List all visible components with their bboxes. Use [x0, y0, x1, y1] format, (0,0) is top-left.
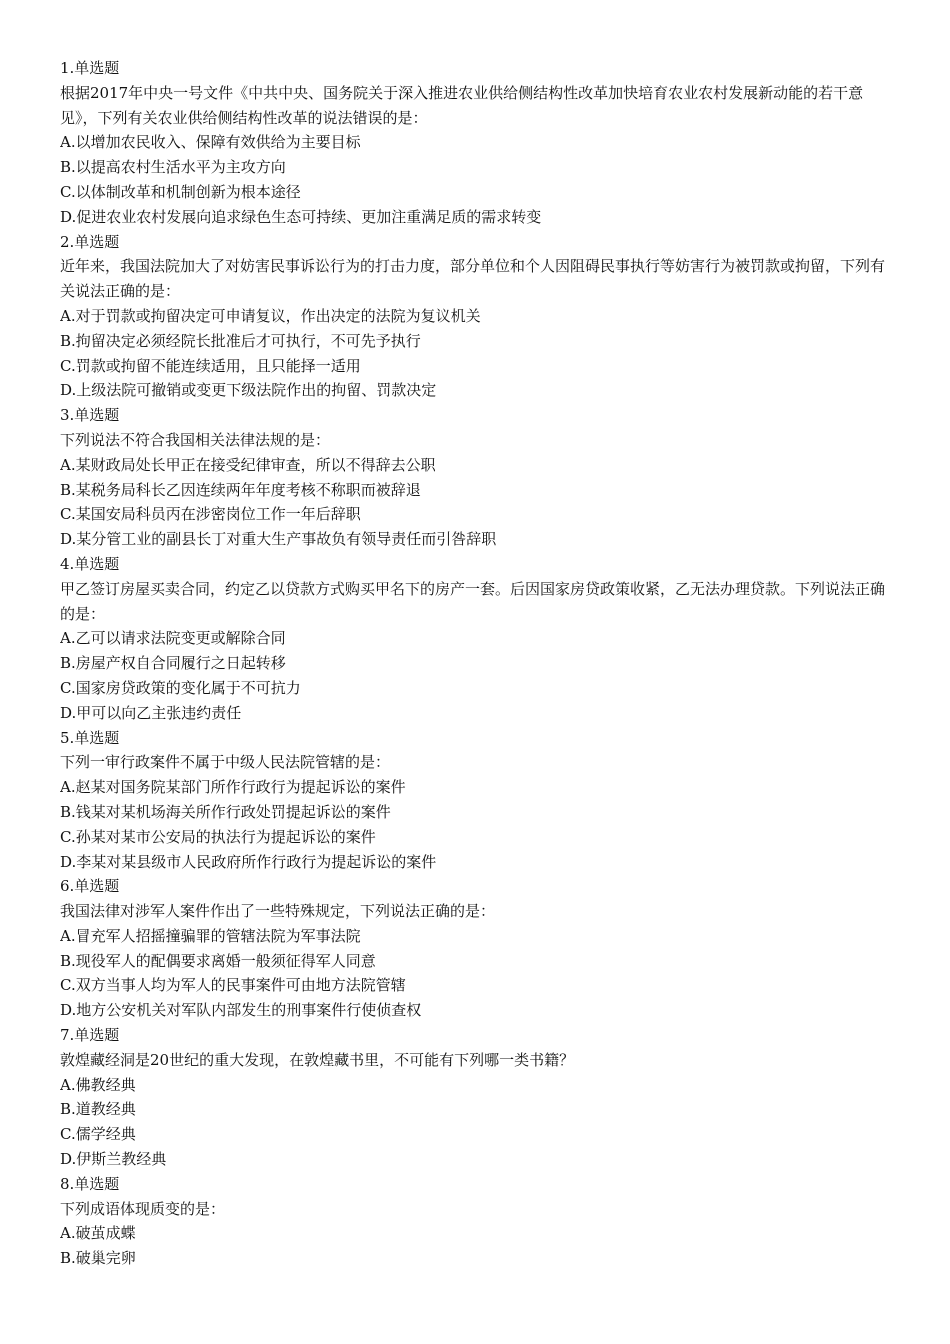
question-header: 6.单选题 — [60, 877, 120, 896]
question-6 — [60, 874, 890, 1023]
question-stem: 下列成语体现质变的是： — [60, 1199, 226, 1218]
option-d: D.李某对某县级市人民政府所作行政行为提起诉讼的案件 — [60, 852, 437, 871]
option-d: D.上级法院可撤销或变更下级法院作出的拘留、罚款决定 — [60, 381, 437, 400]
option-b: B.钱某对某机场海关所作行政处罚提起诉讼的案件 — [60, 802, 391, 821]
option-c: C.双方当事人均为军人的民事案件可由地方法院管辖 — [60, 976, 406, 995]
option-b: B.以提高农村生活水平为主攻方向 — [60, 158, 286, 177]
question-7 — [60, 1023, 890, 1172]
question-stem: 下列说法不符合我国相关法律法规的是： — [60, 430, 331, 449]
question-stem: 敦煌藏经洞是20世纪的重大发现，在敦煌藏书里，不可能有下列哪一类书籍？ — [60, 1050, 575, 1069]
option-d: D.地方公安机关对军队内部发生的刑事案件行使侦查权 — [60, 1001, 422, 1020]
option-d: D.促进农业农村发展向追求绿色生态可持续、更加注重满足质的需求转变 — [60, 207, 542, 226]
question-stem: 我国法律对涉军人案件作出了一些特殊规定，下列说法正确的是： — [60, 902, 496, 921]
question-stem: 近年来，我国法院加大了对妨害民事诉讼行为的打击力度，部分单位和个人因阻碍民事执行等妨害行为被罚款或拘留，下列有关说法正确的是： — [60, 257, 886, 301]
question-stem: 根据2017年中央一号文件《中共中央、国务院关于深入推进农业供给侧结构性改革加快培育农业农村发展新动能的若干意见》，下列有关农业供给侧结构性改革的说法错误的是： — [60, 83, 864, 127]
option-c: C.孙某对某市公安局的执法行为提起诉讼的案件 — [60, 827, 376, 846]
option-a: A.佛教经典 — [60, 1075, 136, 1094]
option-c: C.某国安局科员丙在涉密岗位工作一年后辞职 — [60, 505, 361, 524]
question-2 — [60, 230, 890, 404]
option-b: B.破巢完卵 — [60, 1249, 136, 1268]
option-b: B.房屋产权自合同履行之日起转移 — [60, 654, 286, 673]
option-a: A.以增加农民收入、保障有效供给为主要目标 — [60, 133, 361, 152]
option-a: A.冒充军人招摇撞骗罪的管辖法院为军事法院 — [60, 926, 361, 945]
question-1 — [60, 56, 890, 230]
question-5 — [60, 726, 890, 875]
option-c: C.国家房贷政策的变化属于不可抗力 — [60, 678, 301, 697]
option-a: A.赵某对国务院某部门所作行政行为提起诉讼的案件 — [60, 778, 406, 797]
question-header: 8.单选题 — [60, 1174, 120, 1193]
question-8 — [60, 1172, 890, 1271]
option-a: A.破茧成蝶 — [60, 1224, 136, 1243]
option-d: D.某分管工业的副县长丁对重大生产事故负有领导责任而引咎辞职 — [60, 530, 497, 549]
option-b: B.某税务局科长乙因连续两年年度考核不称职而被辞退 — [60, 480, 421, 499]
question-header: 4.单选题 — [60, 554, 120, 573]
question-header: 1.单选题 — [60, 59, 120, 77]
option-b: B.拘留决定必须经院长批准后才可执行，不可先予执行 — [60, 331, 421, 350]
option-c: C.儒学经典 — [60, 1125, 136, 1144]
question-header: 7.单选题 — [60, 1026, 120, 1045]
option-b: B.道教经典 — [60, 1100, 136, 1119]
option-a: A.乙可以请求法院变更或解除合同 — [60, 629, 286, 648]
option-d: D.甲可以向乙主张违约责任 — [60, 703, 242, 722]
question-4 — [60, 552, 890, 726]
option-a: A.某财政局处长甲正在接受纪律审查，所以不得辞去公职 — [60, 455, 436, 474]
option-a: A.对于罚款或拘留决定可申请复议，作出决定的法院为复议机关 — [60, 306, 481, 325]
question-stem: 下列一审行政案件不属于中级人民法院管辖的是： — [60, 753, 391, 772]
question-3 — [60, 403, 890, 552]
question-header: 5.单选题 — [60, 728, 120, 747]
option-d: D.伊斯兰教经典 — [60, 1150, 167, 1169]
question-header: 2.单选题 — [60, 232, 120, 251]
option-b: B.现役军人的配偶要求离婚一般须征得军人同意 — [60, 951, 376, 970]
option-c: C.罚款或拘留不能连续适用，且只能择一适用 — [60, 356, 361, 375]
option-c: C.以体制改革和机制创新为根本途径 — [60, 182, 301, 201]
question-header: 3.单选题 — [60, 406, 120, 425]
question-stem: 甲乙签订房屋买卖合同，约定乙以贷款方式购买甲名下的房产一套。后因国家房贷政策收紧，乙无法办理贷款。下列说法正确的是： — [60, 579, 886, 623]
